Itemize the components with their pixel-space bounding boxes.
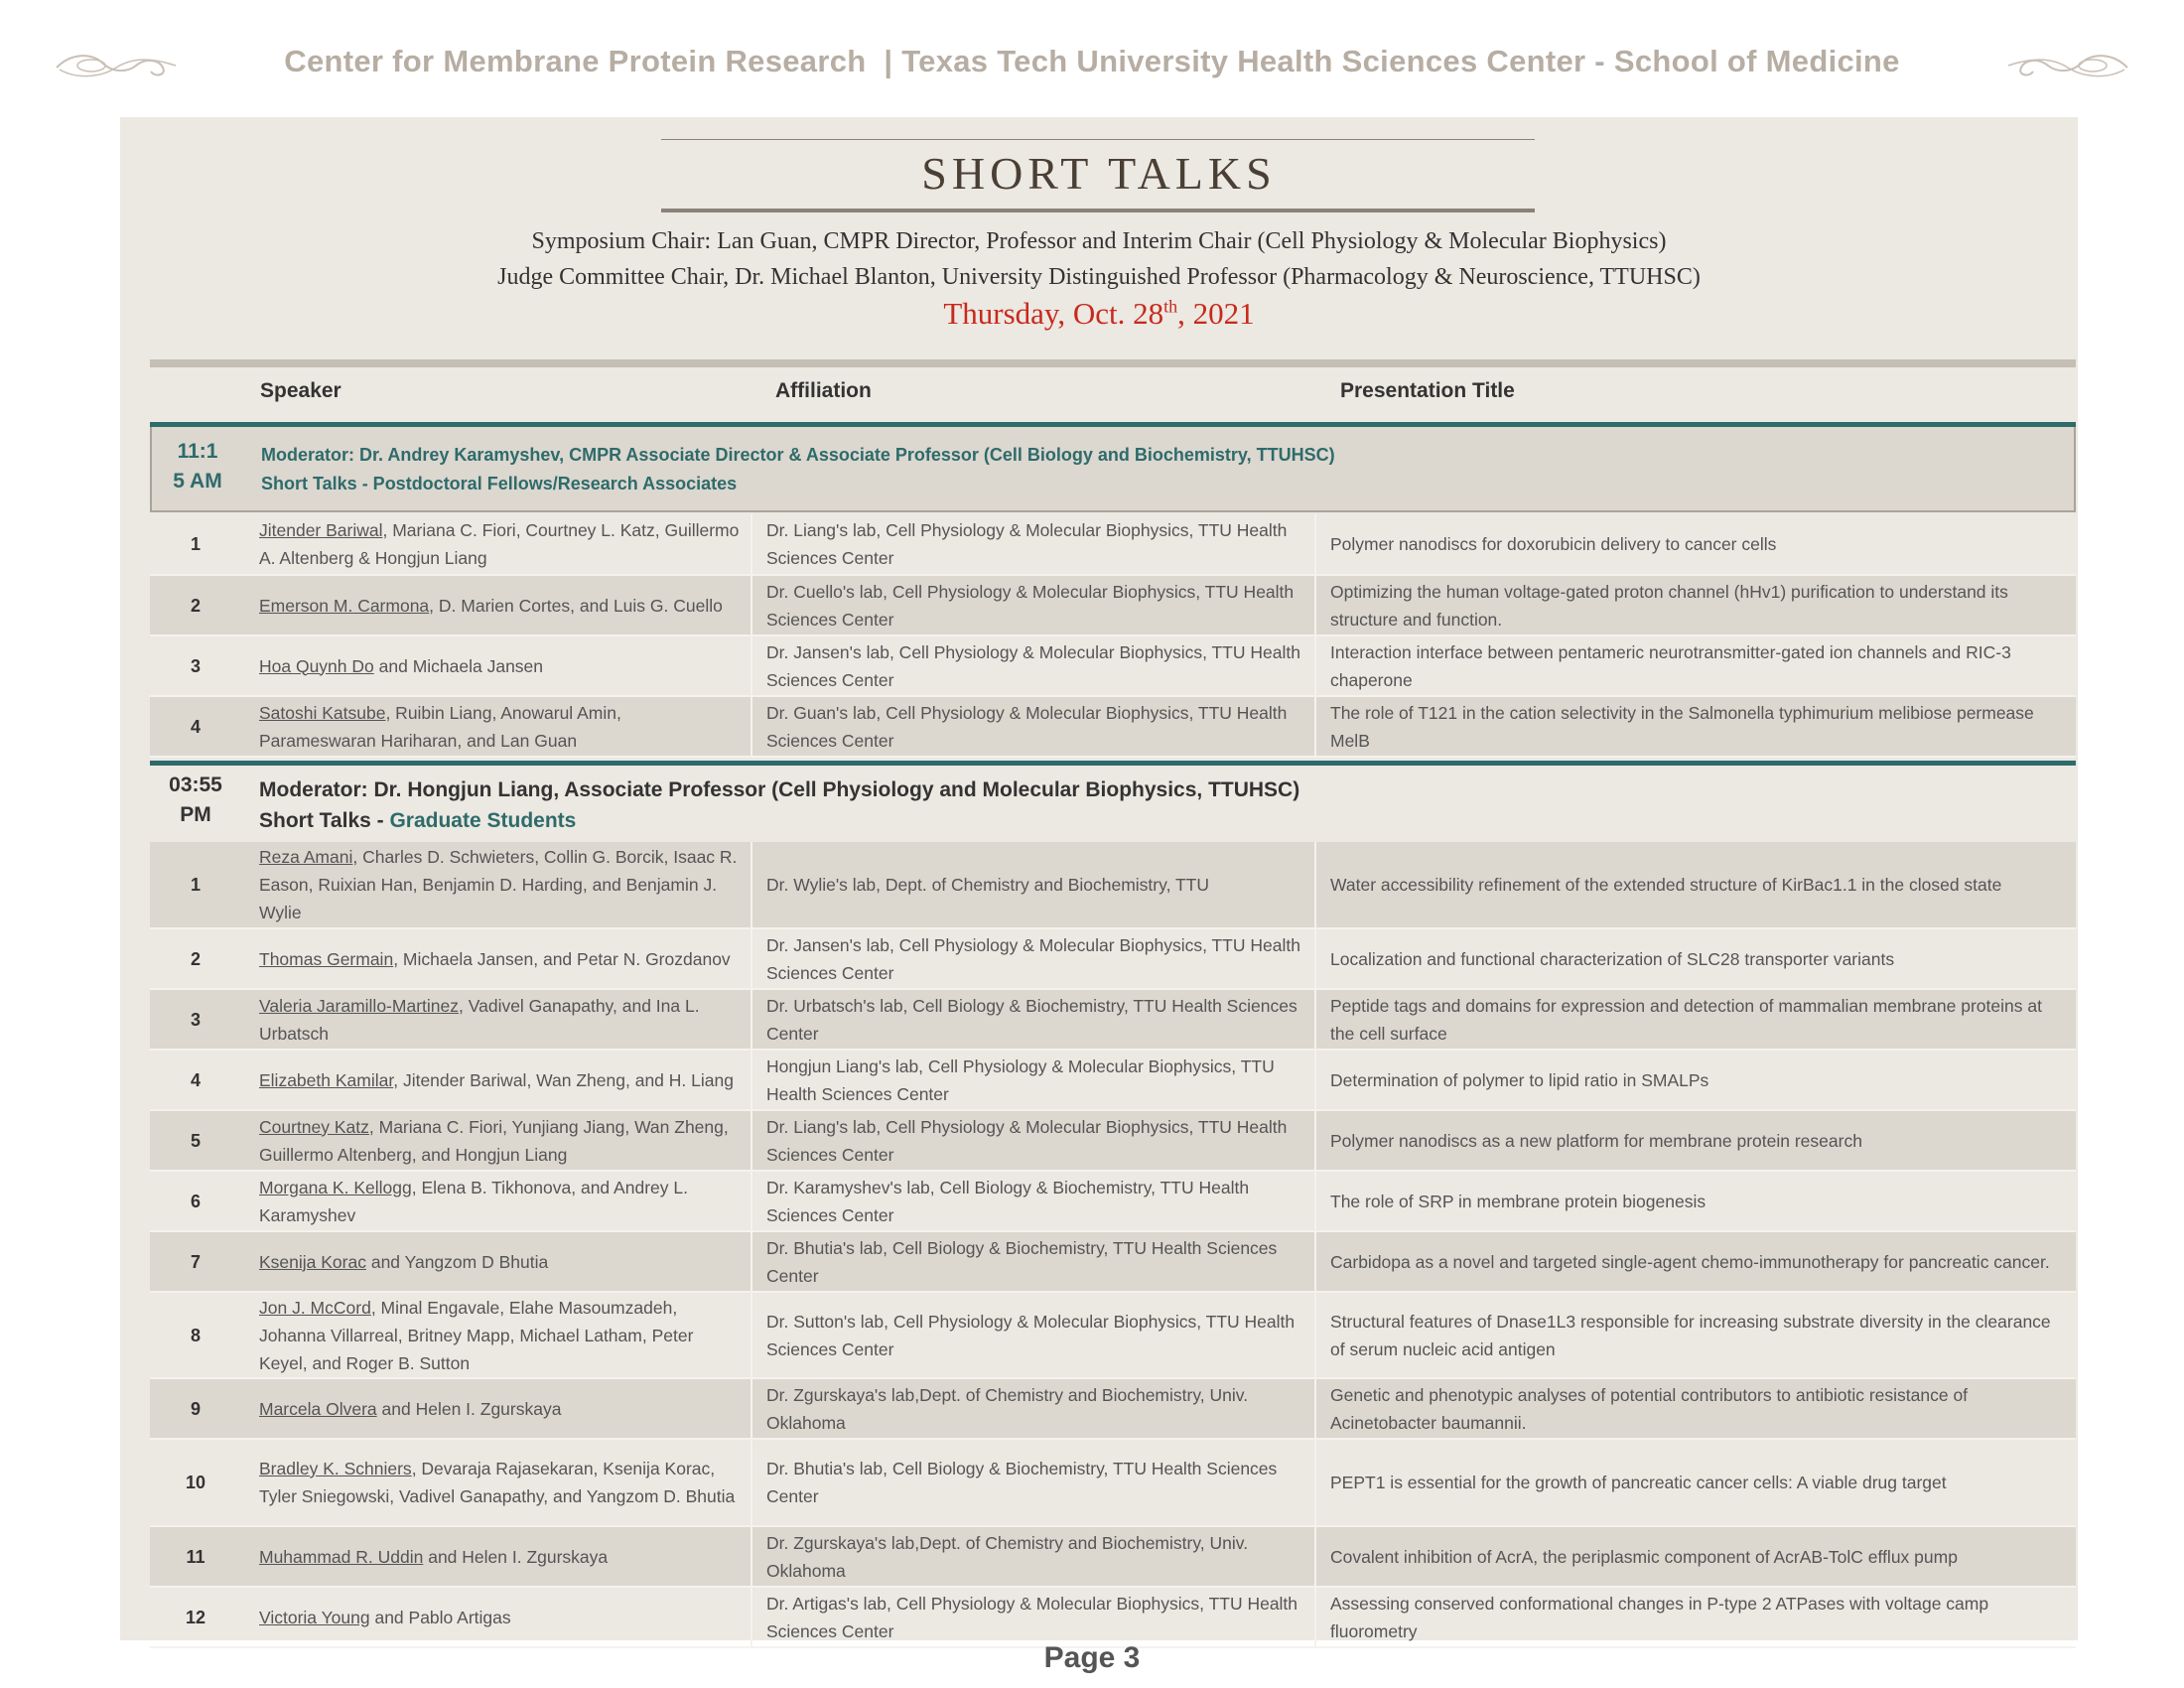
presenter-name: Satoshi Katsube xyxy=(259,702,386,723)
coauthors: , Michaela Jansen, and Petar N. Grozdanov xyxy=(393,948,731,969)
session-moderator: Moderator: Dr. Andrey Karamyshev, CMPR Associate Director & Associate Professor (Cell Biology and Biochemistry, TTUHSC) Short Talks - Postdoctoral Fellows/Research Associates xyxy=(261,445,1335,493)
coauthors: , Charles D. Schwieters, Collin G. Borcik, Isaac R. Eason, Ruixian Han, Benjamin D. Harding, and Benjamin J. Wylie xyxy=(259,847,738,922)
speaker-cell xyxy=(241,697,752,756)
session-time: 03:55 PM xyxy=(169,774,222,826)
affiliation-cell: Dr. Guan's lab, Cell Physiology & Molecular Biophysics, TTU Health Sciences Center xyxy=(752,697,1316,756)
presentation-title-cell: Assessing conserved conformational changes in P-type 2 ATPases with voltage camp fluorometry xyxy=(1330,1593,1989,1641)
coauthors: and Michaela Jansen xyxy=(373,655,544,676)
talk-number: 4 xyxy=(190,1069,201,1090)
talk-number: 5 xyxy=(190,1130,201,1151)
coauthors: , Mariana C. Fiori, Yunjiang Jiang, Wan Zheng, Guillermo Altenberg, and Hongjun Liang xyxy=(259,1116,729,1165)
talk-number: 1 xyxy=(190,534,201,554)
presentation-title-cell: Covalent inhibition of AcrA, the periplasmic component of AcrAB-TolC efflux pump xyxy=(1330,1546,1958,1567)
content-panel xyxy=(120,117,2078,1640)
speaker-cell xyxy=(241,1051,752,1109)
presenter-name: Elizabeth Kamilar xyxy=(259,1069,394,1090)
speaker-cell xyxy=(241,990,752,1049)
talk-number: 4 xyxy=(190,716,201,737)
speaker-cell xyxy=(241,514,752,574)
presentation-title-cell: The role of SRP in membrane protein biogenesis xyxy=(1330,1191,1706,1211)
affiliation-cell: Dr. Bhutia's lab, Cell Biology & Biochemistry, TTU Health Sciences Center xyxy=(752,1440,1316,1525)
presenter-name: Ksenija Korac xyxy=(259,1251,366,1272)
table-row xyxy=(150,1111,2076,1172)
affiliation-cell: Dr. Jansen's lab, Cell Physiology & Molecular Biophysics, TTU Health Sciences Center xyxy=(752,636,1316,695)
event-date: Thursday, Oct. 28th, 2021 xyxy=(943,296,1255,331)
talk-number: 2 xyxy=(190,948,201,969)
presentation-title-cell: Structural features of Dnase1L3 responsible for increasing substrate diversity in the clearance of serum nucleic acid antigen xyxy=(1330,1311,2051,1359)
affiliation-cell: Dr. Urbatsch's lab, Cell Biology & Biochemistry, TTU Health Sciences Center xyxy=(752,990,1316,1049)
presentation-title-cell: Determination of polymer to lipid ratio in SMALPs xyxy=(1330,1069,1709,1090)
symposium-chair: Symposium Chair: Lan Guan, CMPR Director, Professor and Interim Chair (Cell Physiology & Molecular Biophysics) xyxy=(531,228,1667,254)
speaker-cell xyxy=(241,636,752,695)
affiliation-cell: Dr. Wylie's lab, Dept. of Chemistry and Biochemistry, TTU xyxy=(752,842,1316,927)
talk-number: 12 xyxy=(185,1607,206,1627)
speaker-cell xyxy=(241,842,752,927)
presenter-name: Marcela Olvera xyxy=(259,1398,377,1419)
presenter-name: Muhammad R. Uddin xyxy=(259,1546,424,1567)
column-header-title: Presentation Title xyxy=(1340,379,1515,402)
table-row xyxy=(150,1051,2076,1111)
coauthors: , D. Marien Cortes, and Luis G. Cuello xyxy=(429,595,723,616)
session-moderator: Moderator: Dr. Hongjun Liang, Associate Professor (Cell Physiology and Molecular Biophysics, TTUHSC) Short Talks - Graduate Students xyxy=(259,778,1300,832)
table-row xyxy=(150,990,2076,1051)
presentation-title-cell: The role of T121 in the cation selectivity in the Salmonella typhimurium melibiose permease MelB xyxy=(1330,702,2034,751)
presentation-title-cell: Water accessibility refinement of the extended structure of KirBac1.1 in the closed state xyxy=(1330,875,2002,895)
affiliation-cell: Dr. Karamyshev's lab, Cell Biology & Biochemistry, TTU Health Sciences Center xyxy=(752,1172,1316,1230)
table-row xyxy=(150,842,2076,929)
speaker-cell xyxy=(241,1527,752,1586)
header-title: Center for Membrane Protein Research | Texas Tech University Health Sciences Center - School of Medicine xyxy=(284,44,1900,78)
page-number: Page 3 xyxy=(1043,1641,1141,1674)
table-row xyxy=(150,1293,2076,1379)
table-row xyxy=(150,636,2076,697)
speaker-cell xyxy=(241,576,752,634)
presentation-title-cell: Optimizing the human voltage-gated proton channel (hHv1) purification to understand its structure and function. xyxy=(1330,581,2008,630)
table-row xyxy=(150,576,2076,636)
talk-number: 7 xyxy=(190,1251,201,1272)
talk-number: 3 xyxy=(190,655,201,676)
presenter-name: Reza Amani xyxy=(259,847,353,867)
title-rule xyxy=(661,209,1535,212)
presentation-title-cell: Interaction interface between pentameric neurotransmitter-gated ion channels and RIC-3 chaperone xyxy=(1330,641,2011,690)
presenter-name: Jitender Bariwal xyxy=(259,520,383,540)
coauthors: , Mariana C. Fiori, Courtney L. Katz, Guillermo A. Altenberg & Hongjun Liang xyxy=(259,520,740,568)
speaker-cell xyxy=(241,1172,752,1230)
talk-number: 2 xyxy=(190,595,201,616)
speaker-cell xyxy=(241,1379,752,1438)
affiliation-cell: Dr. Artigas's lab, Cell Physiology & Molecular Biophysics, TTU Health Sciences Center xyxy=(752,1588,1316,1646)
coauthors: and Yangzom D Bhutia xyxy=(365,1251,549,1272)
coauthors: and Helen I. Zgurskaya xyxy=(376,1398,562,1419)
talk-number: 9 xyxy=(190,1398,201,1419)
talk-number: 8 xyxy=(190,1325,201,1345)
talk-number: 10 xyxy=(185,1473,206,1492)
session-time: 11:1 5 AM xyxy=(173,440,222,492)
affiliation-cell: Dr. Liang's lab, Cell Physiology & Molecular Biophysics, TTU Health Sciences Center xyxy=(752,1111,1316,1170)
speaker-cell xyxy=(241,1293,752,1377)
affiliation-cell: Dr. Cuello's lab, Cell Physiology & Molecular Biophysics, TTU Health Sciences Center xyxy=(752,576,1316,634)
presenter-name: Morgana K. Kellogg xyxy=(259,1177,412,1197)
table-row xyxy=(150,1588,2076,1648)
page-title: SHORT TALKS xyxy=(921,148,1277,199)
page-header xyxy=(0,38,2184,93)
table-row xyxy=(150,514,2076,576)
table-row xyxy=(150,1232,2076,1293)
section-postdoc-header xyxy=(150,427,2076,512)
judge-chair: Judge Committee Chair, Dr. Michael Blanton, University Distinguished Professor (Pharmacology & Neuroscience, TTUHSC) xyxy=(497,264,1701,290)
table-row xyxy=(150,1440,2076,1527)
table-row xyxy=(150,1527,2076,1588)
affiliation-cell: Hongjun Liang's lab, Cell Physiology & Molecular Biophysics, TTU Health Sciences Center xyxy=(752,1051,1316,1109)
presenter-name: Courtney Katz xyxy=(259,1116,369,1137)
speaker-cell xyxy=(241,1588,752,1646)
presentation-title-cell: Polymer nanodiscs for doxorubicin delivery to cancer cells xyxy=(1330,534,1777,554)
table-top-rule xyxy=(150,359,2076,367)
presentation-title-cell: Carbidopa as a novel and targeted single-agent chemo-immunotherapy for pancreatic cancer. xyxy=(1330,1251,2050,1272)
coauthors: and Helen I. Zgurskaya xyxy=(423,1546,609,1567)
flourish-right-icon xyxy=(2003,48,2132,83)
affiliation-cell: Dr. Bhutia's lab, Cell Biology & Biochemistry, TTU Health Sciences Center xyxy=(752,1232,1316,1291)
affiliation-cell: Dr. Sutton's lab, Cell Physiology & Molecular Biophysics, TTU Health Sciences Center xyxy=(752,1293,1316,1377)
presenter-name: Valeria Jaramillo-Martinez xyxy=(259,995,459,1016)
table-row xyxy=(150,1172,2076,1232)
presenter-name: Victoria Young xyxy=(259,1607,370,1627)
coauthors: , Elena B. Tikhonova, and Andrey L. Karamyshev xyxy=(259,1177,688,1225)
presentation-title-cell: Peptide tags and domains for expression and detection of mammalian membrane proteins at the cell surface xyxy=(1330,995,2042,1044)
section-divider xyxy=(150,761,2076,766)
speaker-cell xyxy=(241,1111,752,1170)
coauthors: , Vadivel Ganapathy, and Ina L. Urbatsch xyxy=(259,995,700,1044)
postdoc-talks-list xyxy=(150,514,2076,758)
coauthors: , Ruibin Liang, Anowarul Amin, Parameswaran Hariharan, and Lan Guan xyxy=(259,702,621,751)
speaker-cell xyxy=(241,929,752,988)
table-row xyxy=(150,1379,2076,1440)
coauthors: and Pablo Artigas xyxy=(369,1607,511,1627)
graduate-talks-list xyxy=(150,842,2076,1648)
talk-number: 1 xyxy=(190,875,201,895)
title-rule xyxy=(661,139,1535,140)
coauthors: , Devaraja Rajasekaran, Ksenija Korac, Tyler Sniegowski, Vadivel Ganapathy, and Yangzom D. Bhutia xyxy=(259,1459,736,1506)
affiliation-cell: Dr. Zgurskaya's lab,Dept. of Chemistry and Biochemistry, Univ. Oklahoma xyxy=(752,1527,1316,1586)
column-header-affiliation: Affiliation xyxy=(775,379,872,402)
presentation-title-cell: Genetic and phenotypic analyses of potential contributors to antibiotic resistance of Acinetobacter baumannii. xyxy=(1330,1384,1969,1433)
presentation-title-cell: PEPT1 is essential for the growth of pancreatic cancer cells: A viable drug target xyxy=(1330,1473,1947,1492)
table-row xyxy=(150,929,2076,990)
talk-number: 6 xyxy=(190,1191,201,1211)
presenter-name: Hoa Quynh Do xyxy=(259,655,374,676)
affiliation-cell: Dr. Liang's lab, Cell Physiology & Molecular Biophysics, TTU Health Sciences Center xyxy=(752,514,1316,574)
talk-number: 3 xyxy=(190,1009,201,1030)
presentation-title-cell: Localization and functional characterization of SLC28 transporter variants xyxy=(1330,948,1895,969)
affiliation-cell: Dr. Zgurskaya's lab,Dept. of Chemistry and Biochemistry, Univ. Oklahoma xyxy=(752,1379,1316,1438)
talk-number: 11 xyxy=(186,1546,205,1567)
presenter-name: Thomas Germain xyxy=(259,948,394,969)
presentation-title-cell: Polymer nanodiscs as a new platform for membrane protein research xyxy=(1330,1130,1862,1151)
coauthors: , Jitender Bariwal, Wan Zheng, and H. Liang xyxy=(393,1069,734,1090)
column-header-speaker: Speaker xyxy=(260,379,341,402)
affiliation-cell: Dr. Jansen's lab, Cell Physiology & Molecular Biophysics, TTU Health Sciences Center xyxy=(752,929,1316,988)
speaker-cell xyxy=(241,1440,752,1525)
presenter-name: Bradley K. Schniers xyxy=(259,1459,412,1478)
coauthors: , Minal Engavale, Elahe Masoumzadeh, Johanna Villarreal, Britney Mapp, Michael Latham, Peter Keyel, and Roger B. Sutton xyxy=(259,1297,694,1373)
table-row xyxy=(150,697,2076,758)
speaker-cell xyxy=(241,1232,752,1291)
presenter-name: Jon J. McCord xyxy=(259,1297,371,1318)
presenter-name: Emerson M. Carmona xyxy=(259,595,430,616)
